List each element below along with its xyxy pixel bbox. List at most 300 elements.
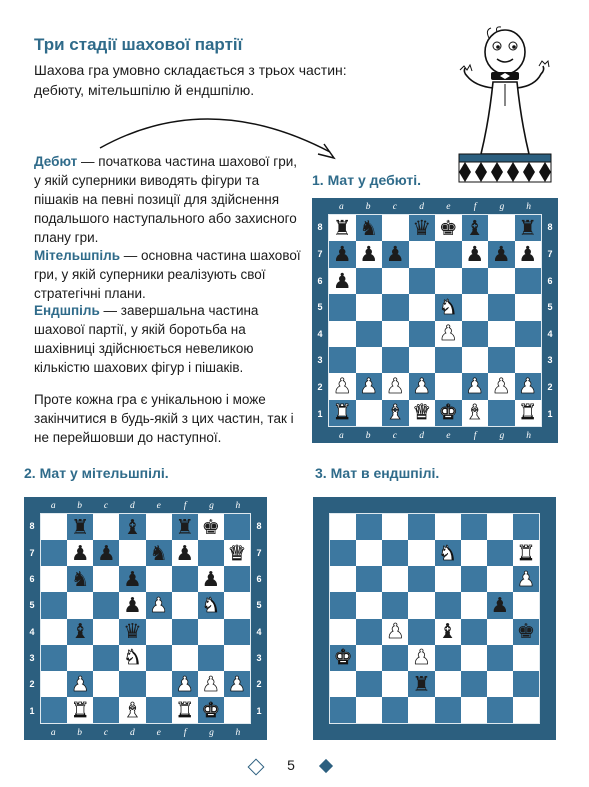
board-square-c6 bbox=[93, 566, 119, 592]
black-rook-icon: ♜ bbox=[518, 215, 538, 240]
black-queen-icon: ♛ bbox=[412, 215, 432, 240]
board-square-e8 bbox=[146, 514, 172, 540]
rank-label-left: 7 bbox=[317, 248, 323, 259]
rank-label-right: 3 bbox=[547, 355, 553, 366]
board-square-g6 bbox=[488, 268, 515, 294]
board-square-b2 bbox=[356, 373, 383, 399]
board-square-h1 bbox=[224, 697, 250, 723]
board-square-g5 bbox=[487, 592, 513, 618]
rank-label-right: 1 bbox=[256, 705, 262, 716]
file-label-top: e bbox=[156, 500, 161, 511]
board-square-d4 bbox=[409, 321, 436, 347]
board-grid bbox=[328, 214, 542, 427]
board-square-e7 bbox=[146, 540, 172, 566]
board-square-f5 bbox=[461, 592, 487, 618]
file-label-bottom: g bbox=[499, 430, 505, 441]
board-square-h6 bbox=[515, 268, 542, 294]
board-square-c7 bbox=[382, 540, 408, 566]
board-square-b6 bbox=[356, 268, 383, 294]
file-labels-bottom bbox=[40, 726, 251, 739]
black-bishop-icon: ♝ bbox=[465, 215, 485, 240]
white-queen-icon: ♛ bbox=[227, 540, 247, 565]
board-square-d5 bbox=[409, 294, 436, 320]
black-pawn-icon: ♟ bbox=[491, 242, 511, 267]
black-pawn-icon: ♟ bbox=[465, 242, 485, 267]
board-square-e8 bbox=[435, 514, 461, 540]
board-square-f3 bbox=[461, 645, 487, 671]
file-label-bottom: b bbox=[77, 727, 82, 738]
caption-label: Мат у дебюті. bbox=[323, 172, 421, 188]
black-rook-icon: ♜ bbox=[175, 514, 194, 539]
black-rook-icon: ♜ bbox=[412, 671, 431, 696]
board-square-f8 bbox=[462, 215, 489, 241]
board-square-g2 bbox=[198, 671, 224, 697]
board-square-e5 bbox=[435, 592, 461, 618]
white-bishop-icon: ♝ bbox=[385, 400, 405, 425]
file-label-top: a bbox=[339, 201, 344, 212]
board-square-b1 bbox=[67, 697, 93, 723]
black-pawn-icon: ♟ bbox=[70, 540, 90, 565]
board-square-b5 bbox=[67, 592, 93, 618]
rank-label-right: 4 bbox=[256, 626, 262, 637]
white-rook-icon: ♜ bbox=[516, 540, 536, 565]
board-square-a7 bbox=[41, 540, 67, 566]
board-square-g8 bbox=[487, 514, 513, 540]
rank-labels-left bbox=[312, 214, 328, 427]
rank-label-left: 3 bbox=[29, 653, 35, 664]
board-grid bbox=[40, 513, 251, 724]
black-knight-icon: ♞ bbox=[359, 215, 379, 240]
rank-labels-left bbox=[24, 513, 40, 724]
board-square-g6 bbox=[198, 566, 224, 592]
board-square-f5 bbox=[172, 592, 198, 618]
board-square-g2 bbox=[488, 373, 515, 399]
board-square-g3 bbox=[487, 645, 513, 671]
board-square-h3 bbox=[515, 347, 542, 373]
board-square-h2 bbox=[515, 373, 542, 399]
caption-middlegame-mate bbox=[24, 465, 169, 481]
board-square-h4 bbox=[515, 321, 542, 347]
page-footer bbox=[248, 757, 343, 775]
board-square-b3 bbox=[356, 645, 382, 671]
board-square-b2 bbox=[67, 671, 93, 697]
board-square-f2 bbox=[172, 671, 198, 697]
caption-number: 1. bbox=[312, 172, 324, 188]
chessboard-endgame bbox=[313, 497, 556, 740]
board-square-h6 bbox=[513, 566, 539, 592]
file-label-top: g bbox=[499, 201, 505, 212]
intro-text: Шахова гра умовно складається з трьох частин: дебюту, мітельшпілю й ендшпілю. bbox=[34, 62, 347, 98]
file-label-top: c bbox=[103, 500, 109, 511]
chessboard-debut bbox=[312, 198, 558, 443]
board-square-c7 bbox=[382, 241, 409, 267]
white-pawn-icon: ♟ bbox=[70, 671, 90, 696]
white-knight-icon: ♞ bbox=[438, 294, 458, 319]
board-square-c3 bbox=[93, 645, 119, 671]
board-square-b4 bbox=[356, 619, 382, 645]
caption-number: 3. bbox=[315, 465, 327, 481]
black-bishop-icon: ♝ bbox=[438, 619, 457, 644]
board-square-g7 bbox=[198, 540, 224, 566]
board-square-g1 bbox=[487, 697, 513, 723]
middlegame-paragraph bbox=[34, 246, 306, 303]
board-square-d6 bbox=[119, 566, 145, 592]
board-square-d7 bbox=[408, 540, 434, 566]
board-square-g5 bbox=[198, 592, 224, 618]
board-square-c8 bbox=[382, 514, 408, 540]
board-square-c3 bbox=[382, 645, 408, 671]
board-square-d2 bbox=[408, 671, 434, 697]
board-square-a3 bbox=[330, 645, 356, 671]
board-square-e2 bbox=[435, 373, 462, 399]
board-square-f7 bbox=[461, 540, 487, 566]
caption-endgame-mate bbox=[315, 465, 439, 481]
board-square-f3 bbox=[462, 347, 489, 373]
rank-label-left: 8 bbox=[317, 222, 323, 233]
board-square-a6 bbox=[330, 566, 356, 592]
board-square-c4 bbox=[382, 321, 409, 347]
rank-label-right: 4 bbox=[547, 328, 553, 339]
board-square-d6 bbox=[409, 268, 436, 294]
rank-label-left: 1 bbox=[29, 705, 35, 716]
white-queen-icon: ♛ bbox=[412, 400, 432, 425]
debut-paragraph bbox=[34, 152, 306, 247]
diamond-filled-icon bbox=[319, 759, 333, 773]
board-square-b1 bbox=[356, 697, 382, 723]
board-square-f8 bbox=[172, 514, 198, 540]
rank-labels-right bbox=[251, 513, 267, 724]
black-pawn-icon: ♟ bbox=[123, 593, 142, 618]
board-square-g5 bbox=[488, 294, 515, 320]
white-pawn-icon: ♟ bbox=[175, 671, 194, 696]
rank-label-left: 6 bbox=[29, 573, 35, 584]
board-square-f3 bbox=[172, 645, 198, 671]
closing-paragraph: Проте кожна гра є унікальною і може закінчитися в будь-якій з цих частин, так і не перейшовши до наступної. bbox=[34, 392, 294, 445]
board-square-d7 bbox=[119, 540, 145, 566]
board-square-g2 bbox=[487, 671, 513, 697]
file-label-top: f bbox=[473, 201, 477, 212]
white-pawn-icon: ♟ bbox=[227, 671, 247, 696]
board-square-d6 bbox=[408, 566, 434, 592]
board-square-a2 bbox=[330, 671, 356, 697]
board-square-a8 bbox=[41, 514, 67, 540]
board-square-e6 bbox=[435, 268, 462, 294]
file-label-top: a bbox=[50, 500, 56, 511]
board-square-c6 bbox=[382, 566, 408, 592]
board-square-f6 bbox=[172, 566, 198, 592]
board-square-d8 bbox=[408, 514, 434, 540]
board-square-e1 bbox=[146, 697, 172, 723]
caption-number: 2. bbox=[24, 465, 36, 481]
rank-label-left: 4 bbox=[317, 328, 323, 339]
black-pawn-icon: ♟ bbox=[385, 242, 405, 267]
black-bishop-icon: ♝ bbox=[70, 619, 90, 644]
board-square-e7 bbox=[435, 241, 462, 267]
white-pawn-icon: ♟ bbox=[518, 374, 538, 398]
board-square-c1 bbox=[93, 697, 119, 723]
white-king-icon: ♚ bbox=[438, 400, 458, 425]
board-square-c8 bbox=[93, 514, 119, 540]
board-square-h3 bbox=[513, 645, 539, 671]
board-square-e3 bbox=[146, 645, 172, 671]
file-label-top: b bbox=[77, 500, 82, 511]
black-king-icon: ♚ bbox=[438, 215, 458, 240]
chessboard-middlegame bbox=[24, 497, 267, 740]
board-square-e6 bbox=[435, 566, 461, 592]
board-square-e7 bbox=[435, 540, 461, 566]
rank-label-right: 2 bbox=[547, 382, 553, 393]
board-square-a7 bbox=[330, 540, 356, 566]
black-pawn-icon: ♟ bbox=[97, 540, 116, 565]
board-square-f2 bbox=[462, 373, 489, 399]
board-square-a3 bbox=[329, 347, 356, 373]
board-square-c5 bbox=[382, 294, 409, 320]
board-square-h5 bbox=[513, 592, 539, 618]
board-square-a4 bbox=[41, 619, 67, 645]
board-square-h5 bbox=[515, 294, 542, 320]
board-square-e4 bbox=[435, 619, 461, 645]
white-pawn-icon: ♟ bbox=[491, 374, 511, 398]
board-square-g4 bbox=[198, 619, 224, 645]
board-square-h7 bbox=[515, 241, 542, 267]
board-square-d2 bbox=[119, 671, 145, 697]
rank-label-left: 4 bbox=[29, 626, 35, 637]
rank-label-right: 3 bbox=[256, 653, 262, 664]
board-square-b4 bbox=[356, 321, 383, 347]
board-square-g7 bbox=[487, 540, 513, 566]
black-pawn-icon: ♟ bbox=[518, 242, 538, 267]
board-square-e3 bbox=[435, 645, 461, 671]
middlegame-text: — основна частина шахової гри, у якій суперники реалізують свої стратегічні плани. bbox=[34, 248, 301, 301]
caption-label: Мат у мітельшпілі. bbox=[35, 465, 169, 481]
rank-label-left: 5 bbox=[317, 302, 323, 313]
board-square-g3 bbox=[488, 347, 515, 373]
file-label-bottom: c bbox=[392, 430, 397, 441]
board-square-a5 bbox=[330, 592, 356, 618]
board-square-a3 bbox=[41, 645, 67, 671]
board-square-a8 bbox=[329, 215, 356, 241]
white-knight-icon: ♞ bbox=[201, 593, 221, 618]
board-square-b8 bbox=[356, 514, 382, 540]
board-square-h4 bbox=[224, 619, 250, 645]
file-label-bottom: a bbox=[50, 727, 56, 738]
board-square-b6 bbox=[356, 566, 382, 592]
board-square-e5 bbox=[146, 592, 172, 618]
file-label-top: h bbox=[235, 500, 241, 511]
rank-label-right: 5 bbox=[256, 600, 262, 611]
rank-label-left: 6 bbox=[317, 275, 323, 286]
white-knight-icon: ♞ bbox=[438, 540, 457, 565]
white-pawn-icon: ♟ bbox=[359, 374, 379, 398]
file-label-bottom: e bbox=[446, 430, 451, 441]
board-square-a5 bbox=[41, 592, 67, 618]
board-square-e4 bbox=[435, 321, 462, 347]
file-label-bottom: d bbox=[419, 430, 424, 441]
board-square-c5 bbox=[93, 592, 119, 618]
board-square-a1 bbox=[41, 697, 67, 723]
board-square-c1 bbox=[382, 400, 409, 426]
board-square-b3 bbox=[67, 645, 93, 671]
white-king-icon: ♚ bbox=[201, 697, 221, 722]
white-pawn-icon: ♟ bbox=[412, 645, 431, 670]
board-square-d5 bbox=[408, 592, 434, 618]
board-square-h1 bbox=[515, 400, 542, 426]
debut-text: — початкова частина шахової гри, у якій суперники виводять фігури та пішаків на певні позиції для здійснення подальшого наступального або захисного плану гри. bbox=[34, 154, 297, 245]
board-square-e6 bbox=[146, 566, 172, 592]
board-square-g7 bbox=[488, 241, 515, 267]
board-square-e1 bbox=[435, 697, 461, 723]
black-pawn-icon: ♟ bbox=[359, 242, 379, 267]
board-square-h1 bbox=[513, 697, 539, 723]
board-square-h6 bbox=[224, 566, 250, 592]
white-pawn-icon: ♟ bbox=[385, 374, 405, 398]
rank-label-left: 8 bbox=[29, 521, 35, 532]
board-square-e4 bbox=[146, 619, 172, 645]
board-square-f2 bbox=[461, 671, 487, 697]
white-pawn-icon: ♟ bbox=[516, 567, 536, 592]
board-square-a8 bbox=[330, 514, 356, 540]
board-square-f1 bbox=[461, 697, 487, 723]
board-square-g4 bbox=[487, 619, 513, 645]
file-label-bottom: a bbox=[339, 430, 344, 441]
board-square-a6 bbox=[329, 268, 356, 294]
board-square-d4 bbox=[119, 619, 145, 645]
white-pawn-icon: ♟ bbox=[386, 619, 405, 644]
file-label-top: c bbox=[392, 201, 397, 212]
board-square-h2 bbox=[513, 671, 539, 697]
board-square-h8 bbox=[224, 514, 250, 540]
board-square-b7 bbox=[67, 540, 93, 566]
black-pawn-icon: ♟ bbox=[123, 567, 142, 592]
white-pawn-icon: ♟ bbox=[332, 374, 352, 398]
board-square-h3 bbox=[224, 645, 250, 671]
board-square-e2 bbox=[435, 671, 461, 697]
file-label-top: d bbox=[129, 500, 135, 511]
file-label-bottom: e bbox=[156, 727, 161, 738]
rank-label-right: 2 bbox=[256, 679, 262, 690]
black-knight-icon: ♞ bbox=[149, 540, 168, 565]
black-rook-icon: ♜ bbox=[70, 514, 90, 539]
page-title: Три стадії шахової партії bbox=[34, 35, 243, 54]
board-square-e1 bbox=[435, 400, 462, 426]
board-square-c7 bbox=[93, 540, 119, 566]
black-pawn-icon: ♟ bbox=[175, 540, 194, 565]
board-square-d2 bbox=[409, 373, 436, 399]
board-square-a2 bbox=[329, 373, 356, 399]
board-square-b7 bbox=[356, 540, 382, 566]
board-square-d4 bbox=[408, 619, 434, 645]
file-label-bottom: d bbox=[129, 727, 135, 738]
board-square-f4 bbox=[462, 321, 489, 347]
black-king-icon: ♚ bbox=[201, 514, 221, 539]
board-square-c5 bbox=[382, 592, 408, 618]
board-square-d3 bbox=[409, 347, 436, 373]
black-bishop-icon: ♝ bbox=[123, 514, 142, 539]
white-rook-icon: ♜ bbox=[70, 697, 90, 722]
board-square-h2 bbox=[224, 671, 250, 697]
board-square-f1 bbox=[462, 400, 489, 426]
rank-label-left: 7 bbox=[29, 547, 35, 558]
board-square-a4 bbox=[330, 619, 356, 645]
board-grid bbox=[329, 513, 540, 724]
board-square-g1 bbox=[488, 400, 515, 426]
rank-label-right: 7 bbox=[256, 547, 262, 558]
board-square-f5 bbox=[462, 294, 489, 320]
board-square-f8 bbox=[461, 514, 487, 540]
file-label-bottom: h bbox=[235, 727, 241, 738]
board-square-f4 bbox=[172, 619, 198, 645]
board-square-c4 bbox=[93, 619, 119, 645]
file-label-bottom: h bbox=[526, 430, 531, 441]
board-square-f1 bbox=[172, 697, 198, 723]
rank-label-right: 6 bbox=[256, 573, 262, 584]
board-square-b8 bbox=[67, 514, 93, 540]
board-square-c2 bbox=[382, 373, 409, 399]
board-square-f7 bbox=[172, 540, 198, 566]
rank-label-right: 8 bbox=[547, 222, 553, 233]
rank-label-left: 1 bbox=[317, 408, 323, 419]
file-label-top: g bbox=[209, 500, 214, 511]
black-rook-icon: ♜ bbox=[332, 215, 352, 240]
board-square-f6 bbox=[461, 566, 487, 592]
rank-labels-right bbox=[542, 214, 558, 427]
black-pawn-icon: ♟ bbox=[332, 242, 352, 267]
board-square-d3 bbox=[119, 645, 145, 671]
rank-label-left: 3 bbox=[317, 355, 323, 366]
board-square-a4 bbox=[329, 321, 356, 347]
board-square-e3 bbox=[435, 347, 462, 373]
board-square-b6 bbox=[67, 566, 93, 592]
white-bishop-icon: ♝ bbox=[123, 697, 142, 722]
rank-label-right: 1 bbox=[547, 408, 553, 419]
file-labels-top bbox=[40, 499, 251, 512]
board-square-f6 bbox=[462, 268, 489, 294]
rank-label-left: 2 bbox=[29, 679, 35, 690]
board-square-d3 bbox=[408, 645, 434, 671]
board-square-d8 bbox=[409, 215, 436, 241]
file-label-top: h bbox=[526, 201, 531, 212]
board-square-d1 bbox=[119, 697, 145, 723]
board-square-h8 bbox=[513, 514, 539, 540]
board-square-c4 bbox=[382, 619, 408, 645]
debut-term: Дебют bbox=[34, 154, 78, 169]
file-label-top: f bbox=[183, 500, 187, 511]
black-pawn-icon: ♟ bbox=[490, 593, 510, 618]
board-square-a2 bbox=[41, 671, 67, 697]
rank-label-right: 6 bbox=[547, 275, 553, 286]
file-label-bottom: f bbox=[473, 430, 477, 441]
board-square-b3 bbox=[356, 347, 383, 373]
file-label-top: e bbox=[446, 201, 451, 212]
board-square-b1 bbox=[356, 400, 383, 426]
board-square-h8 bbox=[515, 215, 542, 241]
rank-label-left: 2 bbox=[317, 382, 323, 393]
board-square-f7 bbox=[462, 241, 489, 267]
middlegame-term: Мітельшпіль bbox=[34, 248, 121, 263]
board-square-a1 bbox=[329, 400, 356, 426]
rank-label-right: 8 bbox=[256, 521, 262, 532]
board-square-e2 bbox=[146, 671, 172, 697]
board-square-a6 bbox=[41, 566, 67, 592]
board-square-c3 bbox=[382, 347, 409, 373]
board-square-g8 bbox=[488, 215, 515, 241]
white-pawn-icon: ♟ bbox=[201, 671, 221, 696]
file-labels-top bbox=[328, 200, 542, 213]
page-number: 5 bbox=[287, 757, 295, 773]
caption-label: Мат в ендшпілі. bbox=[326, 465, 440, 481]
board-square-d7 bbox=[409, 241, 436, 267]
endgame-paragraph bbox=[34, 301, 306, 377]
